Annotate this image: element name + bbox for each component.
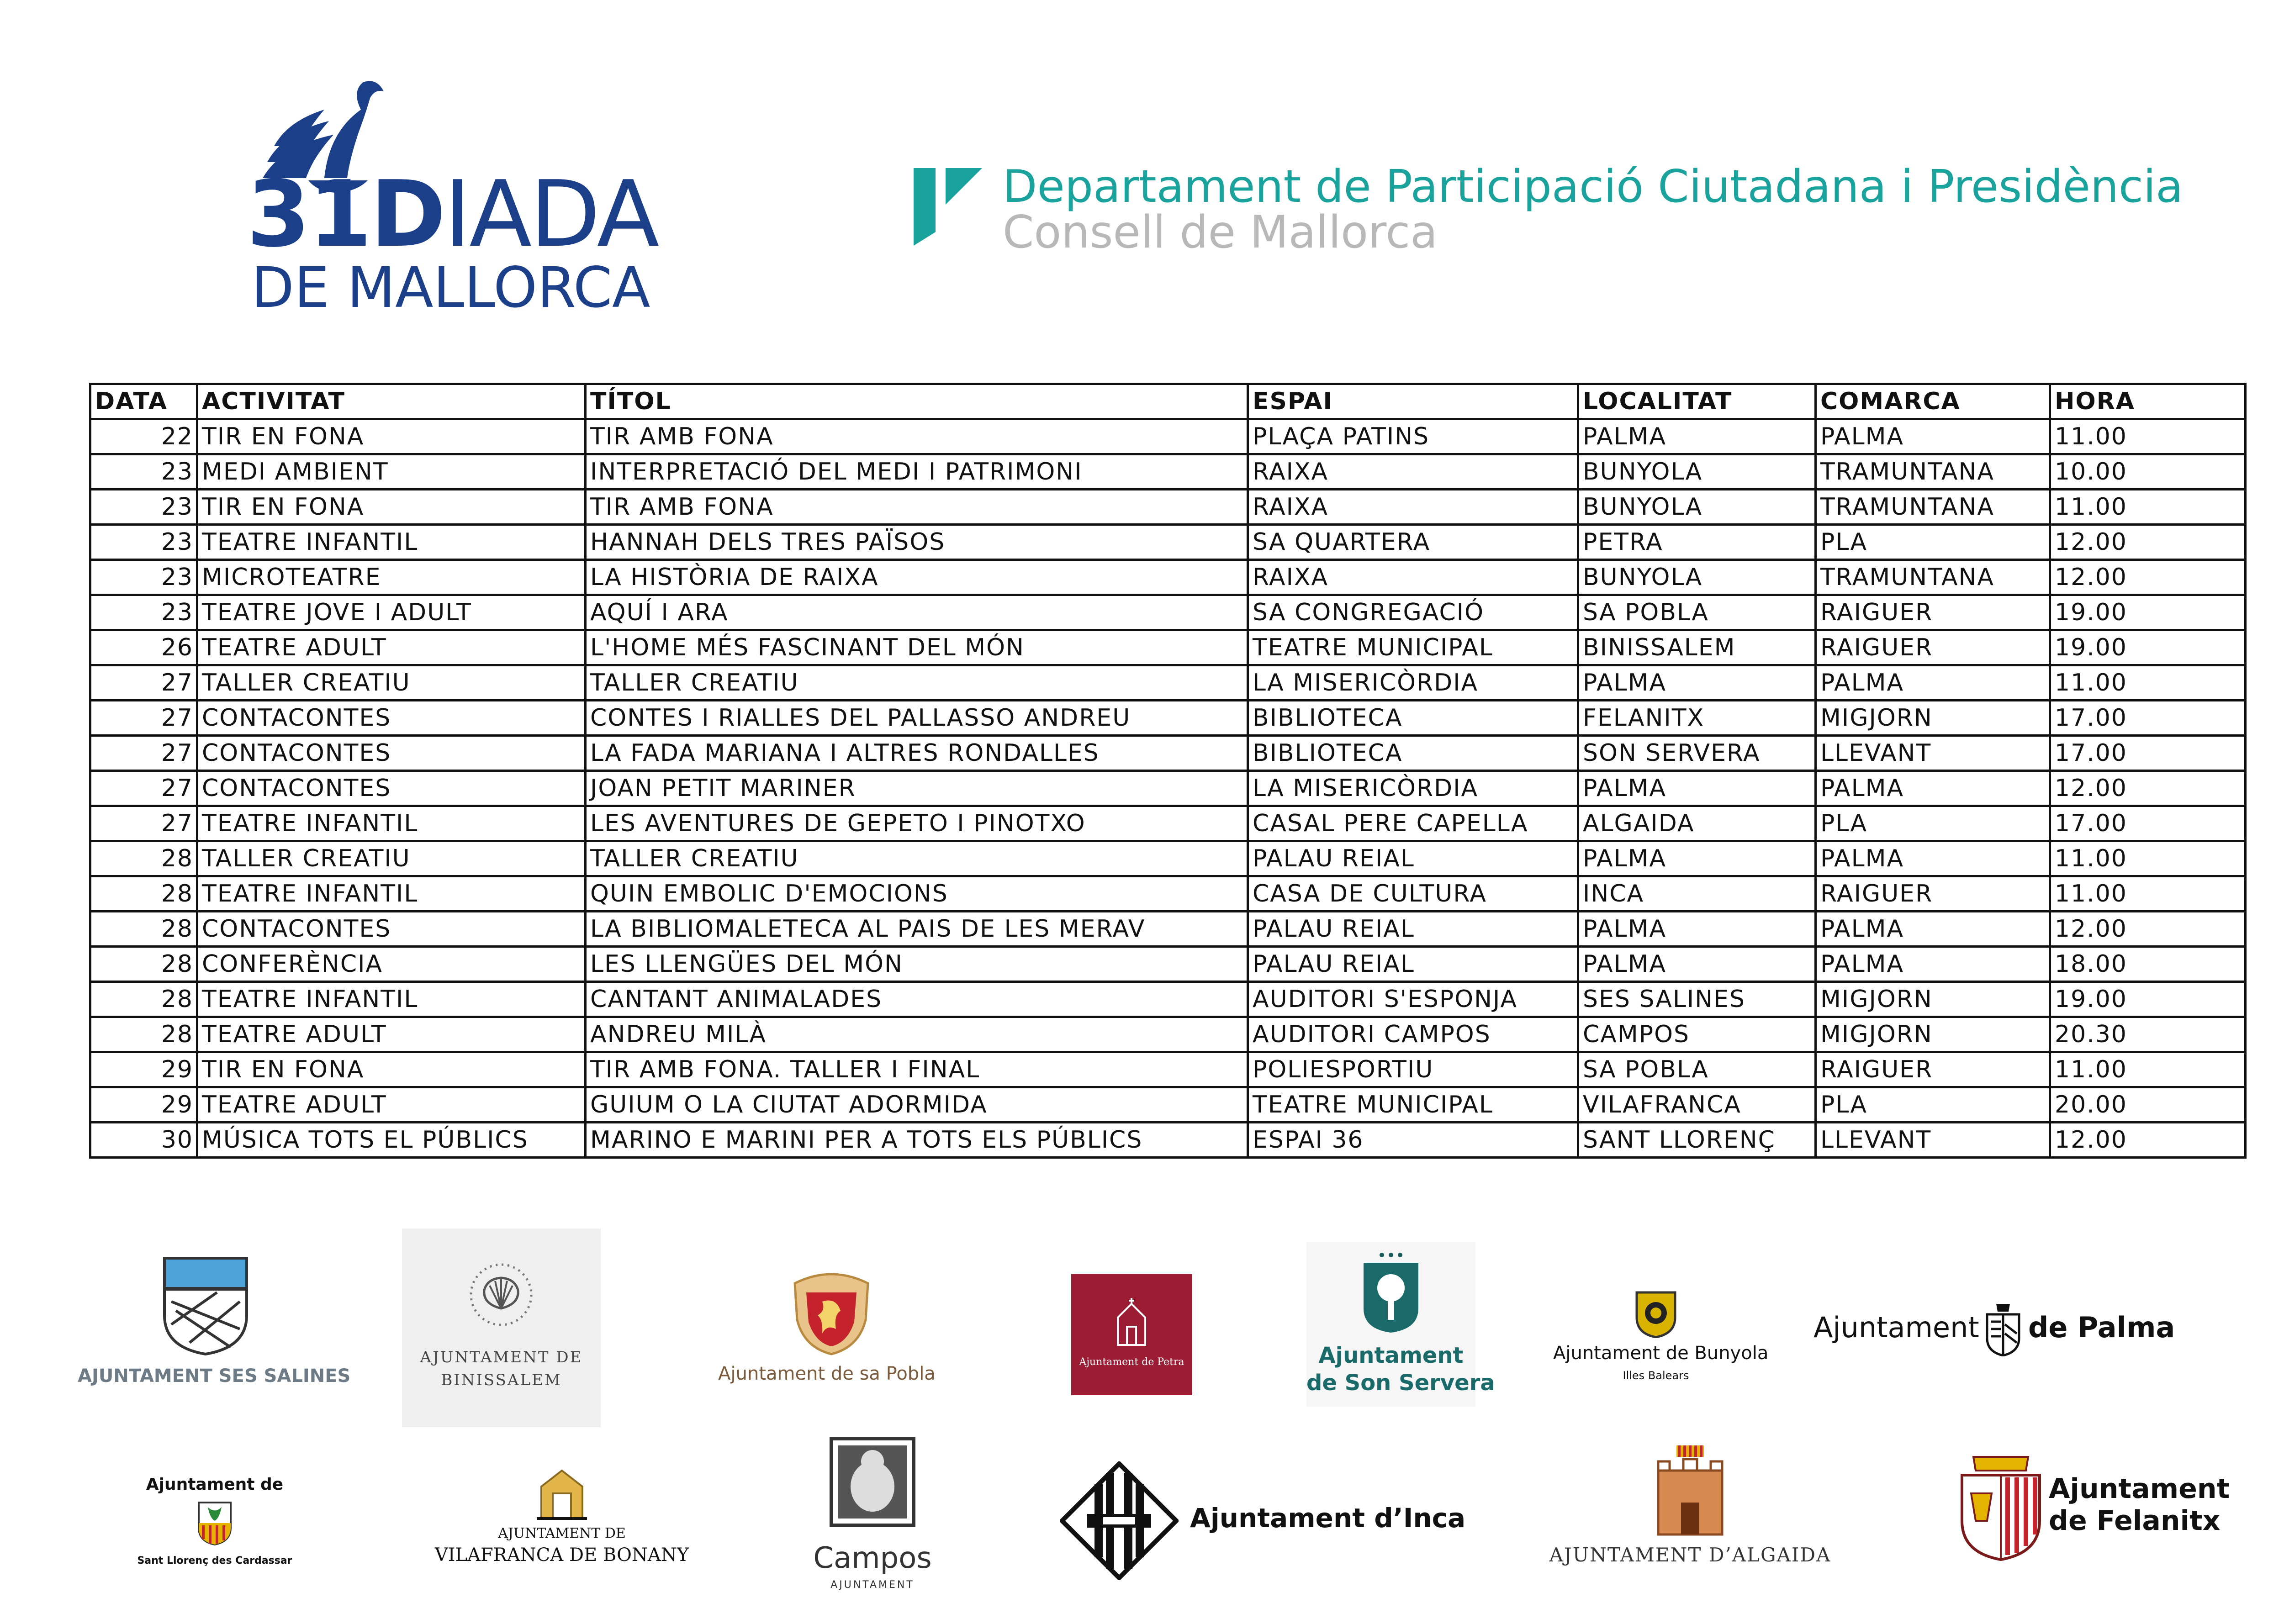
cell-titol: ANDREU MILÀ	[586, 1017, 1248, 1052]
cell-data: 30	[90, 1123, 197, 1158]
cell-titol: LES LLENGÜES DEL MÓN	[586, 947, 1248, 982]
cell-espai: PALAU REIAL	[1248, 947, 1578, 982]
cell-espai: AUDITORI S'ESPONJA	[1248, 982, 1578, 1017]
cell-comarca: PALMA	[1816, 912, 2050, 947]
cell-data: 28	[90, 982, 197, 1017]
cell-titol: TALLER CREATIU	[586, 841, 1248, 876]
cell-data: 28	[90, 1017, 197, 1052]
vilafranca-label-2: VILAFRANCA DE BONANY	[434, 1545, 689, 1566]
palma-label-2: de Palma	[2028, 1311, 2175, 1344]
table-row	[90, 1052, 2246, 1087]
diada-rest: IADA	[444, 161, 658, 268]
cell-localitat: SA POBLA	[1578, 595, 1816, 630]
cell-hora: 10.00	[2050, 454, 2246, 490]
sant-llorenc-shield-icon	[196, 1500, 233, 1546]
logo-son-servera	[1306, 1242, 1495, 1407]
table-row	[90, 665, 2246, 701]
cell-localitat: SON SERVERA	[1578, 736, 1816, 771]
cell-espai: PLAÇA PATINS	[1248, 419, 1578, 454]
cell-comarca: TRAMUNTANA	[1816, 454, 2050, 490]
cell-activitat: TEATRE ADULT	[197, 1087, 586, 1123]
cell-titol: CANTANT ANIMALADES	[586, 982, 1248, 1017]
cell-comarca: RAIGUER	[1816, 876, 2050, 912]
cell-hora: 11.00	[2050, 1052, 2246, 1087]
cell-comarca: RAIGUER	[1816, 1052, 2050, 1087]
cell-comarca: PALMA	[1816, 419, 2050, 454]
table-row	[90, 1123, 2246, 1158]
cell-activitat: CONFERÈNCIA	[197, 947, 586, 982]
table-row	[90, 736, 2246, 771]
diada-logo	[247, 78, 658, 320]
cell-hora: 20.00	[2050, 1087, 2246, 1123]
cell-localitat: ALGAIDA	[1578, 806, 1816, 841]
logo-felanitx	[1955, 1452, 2230, 1571]
table-row	[90, 490, 2246, 525]
column-header-activitat: ACTIVITAT	[197, 384, 586, 419]
cell-activitat: TIR EN FONA	[197, 1052, 586, 1087]
cell-titol: TIR AMB FONA. TALLER I FINAL	[586, 1052, 1248, 1087]
cell-espai: SA CONGREGACIÓ	[1248, 595, 1578, 630]
cell-hora: 12.00	[2050, 525, 2246, 560]
scallop-shell-icon	[467, 1260, 535, 1329]
column-header-comarca: COMARCA	[1816, 384, 2050, 419]
cell-activitat: TEATRE INFANTIL	[197, 525, 586, 560]
petra-church-icon	[1113, 1297, 1150, 1347]
felanitx-label-2: de Felanitx	[2049, 1505, 2221, 1537]
table-row	[90, 876, 2246, 912]
cell-localitat: BUNYOLA	[1578, 490, 1816, 525]
column-header-espai: ESPAI	[1248, 384, 1578, 419]
cell-hora: 19.00	[2050, 595, 2246, 630]
cell-hora: 11.00	[2050, 876, 2246, 912]
cell-localitat: PETRA	[1578, 525, 1816, 560]
cell-activitat: MÚSICA TOTS EL PÚBLICS	[197, 1123, 586, 1158]
cell-titol: INTERPRETACIÓ DEL MEDI I PATRIMONI	[586, 454, 1248, 490]
cell-hora: 12.00	[2050, 912, 2246, 947]
cell-comarca: PLA	[1816, 806, 2050, 841]
binissalem-label-1: AJUNTAMENT DE	[420, 1348, 583, 1366]
cell-espai: BIBLIOTECA	[1248, 736, 1578, 771]
cell-data: 27	[90, 665, 197, 701]
cell-hora: 12.00	[2050, 560, 2246, 595]
cell-hora: 12.00	[2050, 1123, 2246, 1158]
cell-activitat: TIR EN FONA	[197, 419, 586, 454]
cell-espai: ESPAI 36	[1248, 1123, 1578, 1158]
cell-hora: 19.00	[2050, 982, 2246, 1017]
cell-localitat: PALMA	[1578, 771, 1816, 806]
sa-pobla-shield-icon	[790, 1265, 872, 1356]
son-servera-tree-icon	[1361, 1251, 1421, 1334]
cell-data: 23	[90, 454, 197, 490]
column-header-titol: TÍTOL	[586, 384, 1248, 419]
table-row	[90, 1087, 2246, 1123]
cell-titol: TIR AMB FONA	[586, 419, 1248, 454]
logo-petra	[1071, 1274, 1192, 1395]
cell-localitat: VILAFRANCA	[1578, 1087, 1816, 1123]
department-title: Departament de Participació Ciutadana i Presidència	[1003, 161, 2184, 213]
table-row	[90, 630, 2246, 665]
table-row	[90, 595, 2246, 630]
cell-espai: PALAU REIAL	[1248, 841, 1578, 876]
cell-data: 22	[90, 419, 197, 454]
cell-data: 23	[90, 560, 197, 595]
campos-bear-shield-icon	[827, 1434, 918, 1539]
cell-espai: LA MISERICÒRDIA	[1248, 771, 1578, 806]
binissalem-label-2: BINISSALEM	[441, 1371, 562, 1389]
son-servera-label-2: de Son Servera	[1306, 1370, 1495, 1396]
table-row	[90, 525, 2246, 560]
cell-hora: 11.00	[2050, 490, 2246, 525]
table-row	[90, 701, 2246, 736]
cell-localitat: PALMA	[1578, 419, 1816, 454]
cell-activitat: MICROTEATRE	[197, 560, 586, 595]
cell-comarca: PLA	[1816, 1087, 2050, 1123]
table-row	[90, 771, 2246, 806]
cell-localitat: SES SALINES	[1578, 982, 1816, 1017]
cell-comarca: PALMA	[1816, 841, 2050, 876]
cell-titol: TALLER CREATIU	[586, 665, 1248, 701]
logo-bunyola	[1553, 1288, 1769, 1397]
cell-espai: AUDITORI CAMPOS	[1248, 1017, 1578, 1052]
campos-label-1: Campos	[813, 1541, 932, 1575]
table-header-row	[90, 384, 2246, 419]
consell-mallorca-icon	[914, 168, 982, 246]
logo-vilafranca	[434, 1466, 690, 1576]
bunyola-label-2: Illes Balears	[1623, 1369, 1689, 1382]
sant-llorenc-label-2: Sant Llorenç des Cardassar	[137, 1555, 292, 1566]
cell-activitat: CONTACONTES	[197, 771, 586, 806]
cell-titol: LA HISTÒRIA DE RAIXA	[586, 560, 1248, 595]
petra-label: Ajuntament de Petra	[1079, 1356, 1184, 1368]
sa-pobla-label: Ajuntament de sa Pobla	[718, 1363, 936, 1384]
cell-hora: 18.00	[2050, 947, 2246, 982]
cell-espai: RAIXA	[1248, 454, 1578, 490]
cell-comarca: MIGJORN	[1816, 1017, 2050, 1052]
cell-data: 23	[90, 490, 197, 525]
cell-data: 27	[90, 701, 197, 736]
cell-comarca: TRAMUNTANA	[1816, 560, 2050, 595]
cell-data: 28	[90, 876, 197, 912]
cell-titol: QUIN EMBOLIC D'EMOCIONS	[586, 876, 1248, 912]
cell-localitat: BINISSALEM	[1578, 630, 1816, 665]
cell-hora: 17.00	[2050, 736, 2246, 771]
diada-title	[247, 161, 658, 268]
logo-inca	[1060, 1457, 1466, 1585]
cell-activitat: TEATRE INFANTIL	[197, 806, 586, 841]
cell-comarca: LLEVANT	[1816, 1123, 2050, 1158]
cell-hora: 17.00	[2050, 701, 2246, 736]
cell-data: 27	[90, 771, 197, 806]
column-header-localitat: LOCALITAT	[1578, 384, 1816, 419]
cell-activitat: TALLER CREATIU	[197, 665, 586, 701]
inca-label: Ajuntament d’Inca	[1190, 1503, 1466, 1534]
cell-titol: AQUÍ I ARA	[586, 595, 1248, 630]
son-servera-label-1: Ajuntament	[1318, 1343, 1464, 1368]
palma-crest-icon	[1985, 1302, 2021, 1356]
cell-comarca: PLA	[1816, 525, 2050, 560]
cell-titol: LA FADA MARIANA I ALTRES RONDALLES	[586, 736, 1248, 771]
cell-data: 28	[90, 912, 197, 947]
cell-activitat: TEATRE INFANTIL	[197, 982, 586, 1017]
cell-titol: GUIUM O LA CIUTAT ADORMIDA	[586, 1087, 1248, 1123]
cell-titol: LA BIBLIOMALETECA AL PAIS DE LES MERAV	[586, 912, 1248, 947]
logo-campos	[813, 1434, 932, 1598]
column-header-hora: HORA	[2050, 384, 2246, 419]
cell-localitat: INCA	[1578, 876, 1816, 912]
table-row	[90, 454, 2246, 490]
felanitx-label-1: Ajuntament	[2049, 1473, 2230, 1505]
cell-activitat: TIR EN FONA	[197, 490, 586, 525]
diada-subtitle: DE MALLORCA	[251, 255, 650, 320]
cell-localitat: SANT LLORENÇ	[1578, 1123, 1816, 1158]
cell-localitat: PALMA	[1578, 665, 1816, 701]
cell-data: 27	[90, 806, 197, 841]
cell-comarca: MIGJORN	[1816, 982, 2050, 1017]
logo-algaida	[1549, 1443, 1832, 1580]
bunyola-label-1: Ajuntament de Bunyola	[1553, 1343, 1769, 1364]
cell-activitat: CONTACONTES	[197, 912, 586, 947]
cell-titol: L'HOME MÉS FASCINANT DEL MÓN	[586, 630, 1248, 665]
cell-data: 23	[90, 525, 197, 560]
cell-data: 23	[90, 595, 197, 630]
cell-titol: JOAN PETIT MARINER	[586, 771, 1248, 806]
cell-data: 28	[90, 841, 197, 876]
table-row	[90, 841, 2246, 876]
cell-titol: LES AVENTURES DE GEPETO I PINOTXO	[586, 806, 1248, 841]
cell-data: 29	[90, 1052, 197, 1087]
cell-espai: LA MISERICÒRDIA	[1248, 665, 1578, 701]
cell-localitat: BUNYOLA	[1578, 560, 1816, 595]
cell-localitat: FELANITX	[1578, 701, 1816, 736]
vilafranca-crest-icon	[537, 1466, 587, 1521]
cell-localitat: PALMA	[1578, 912, 1816, 947]
cell-titol: TIR AMB FONA	[586, 490, 1248, 525]
cell-espai: CASAL PERE CAPELLA	[1248, 806, 1578, 841]
cell-titol: MARINO E MARINI PER A TOTS ELS PÚBLICS	[586, 1123, 1248, 1158]
cell-hora: 20.30	[2050, 1017, 2246, 1052]
cell-data: 26	[90, 630, 197, 665]
cell-activitat: MEDI AMBIENT	[197, 454, 586, 490]
cell-comarca: RAIGUER	[1816, 630, 2050, 665]
column-header-data: DATA	[90, 384, 197, 419]
cell-activitat: CONTACONTES	[197, 736, 586, 771]
sant-llorenc-label-1: Ajuntament de	[146, 1475, 284, 1494]
cell-data: 29	[90, 1087, 197, 1123]
cell-espai: BIBLIOTECA	[1248, 701, 1578, 736]
table-row	[90, 912, 2246, 947]
cell-hora: 11.00	[2050, 419, 2246, 454]
cell-espai: PALAU REIAL	[1248, 912, 1578, 947]
cell-espai: CASA DE CULTURA	[1248, 876, 1578, 912]
vilafranca-label-1: AJUNTAMENT DE	[498, 1525, 626, 1541]
cell-comarca: PALMA	[1816, 947, 2050, 982]
cell-localitat: CAMPOS	[1578, 1017, 1816, 1052]
campos-label-2: AJUNTAMENT	[830, 1579, 915, 1591]
felanitx-shield-icon	[1955, 1452, 2046, 1562]
table-row	[90, 1017, 2246, 1052]
table-row	[90, 419, 2246, 454]
table-row	[90, 806, 2246, 841]
cell-activitat: TEATRE INFANTIL	[197, 876, 586, 912]
activities-table	[89, 383, 2247, 1159]
inca-diamond-icon	[1060, 1461, 1179, 1580]
cell-activitat: CONTACONTES	[197, 701, 586, 736]
table-row	[90, 947, 2246, 982]
logo-sant-llorenc	[132, 1475, 297, 1580]
cell-espai: SA QUARTERA	[1248, 525, 1578, 560]
algaida-castle-icon	[1649, 1443, 1731, 1539]
cell-comarca: LLEVANT	[1816, 736, 2050, 771]
cell-activitat: TEATRE ADULT	[197, 630, 586, 665]
cell-hora: 19.00	[2050, 630, 2246, 665]
cell-activitat: TEATRE ADULT	[197, 1017, 586, 1052]
logo-palma	[1813, 1302, 2175, 1366]
palma-label-1: Ajuntament	[1813, 1311, 1979, 1344]
cell-comarca: RAIGUER	[1816, 595, 2050, 630]
cell-titol: HANNAH DELS TRES PAÏSOS	[586, 525, 1248, 560]
cell-titol: CONTES I RIALLES DEL PALLASSO ANDREU	[586, 701, 1248, 736]
cell-comarca: PALMA	[1816, 665, 2050, 701]
logo-sa-pobla	[713, 1265, 941, 1402]
cell-espai: RAIXA	[1248, 490, 1578, 525]
cell-espai: TEATRE MUNICIPAL	[1248, 630, 1578, 665]
cell-espai: POLIESPORTIU	[1248, 1052, 1578, 1087]
ses-salines-label: AJUNTAMENT SES SALINES	[78, 1366, 351, 1387]
table-row	[90, 982, 2246, 1017]
cell-comarca: MIGJORN	[1816, 701, 2050, 736]
algaida-label: AJUNTAMENT D’ALGAIDA	[1549, 1544, 1831, 1566]
department-header	[914, 160, 2184, 279]
cell-espai: TEATRE MUNICIPAL	[1248, 1087, 1578, 1123]
cell-comarca: TRAMUNTANA	[1816, 490, 2050, 525]
diada-number: 31	[247, 161, 370, 268]
cell-hora: 12.00	[2050, 771, 2246, 806]
cell-localitat: PALMA	[1578, 841, 1816, 876]
cell-hora: 11.00	[2050, 665, 2246, 701]
table-row	[90, 560, 2246, 595]
cell-localitat: PALMA	[1578, 947, 1816, 982]
cell-espai: RAIXA	[1248, 560, 1578, 595]
department-subtitle: Consell de Mallorca	[1003, 206, 1438, 258]
cell-data: 28	[90, 947, 197, 982]
cell-data: 27	[90, 736, 197, 771]
bunyola-shield-icon	[1633, 1288, 1679, 1338]
cell-activitat: TALLER CREATIU	[197, 841, 586, 876]
cell-localitat: BUNYOLA	[1578, 454, 1816, 490]
diada-d: D	[370, 161, 444, 268]
cell-localitat: SA POBLA	[1578, 1052, 1816, 1087]
cell-hora: 17.00	[2050, 806, 2246, 841]
logo-binissalem	[402, 1229, 601, 1427]
logo-ses-salines	[78, 1256, 351, 1397]
cell-hora: 11.00	[2050, 841, 2246, 876]
table-body	[90, 419, 2246, 1158]
cell-activitat: TEATRE JOVE I ADULT	[197, 595, 586, 630]
ses-salines-shield-icon	[162, 1256, 249, 1356]
cell-comarca: PALMA	[1816, 771, 2050, 806]
